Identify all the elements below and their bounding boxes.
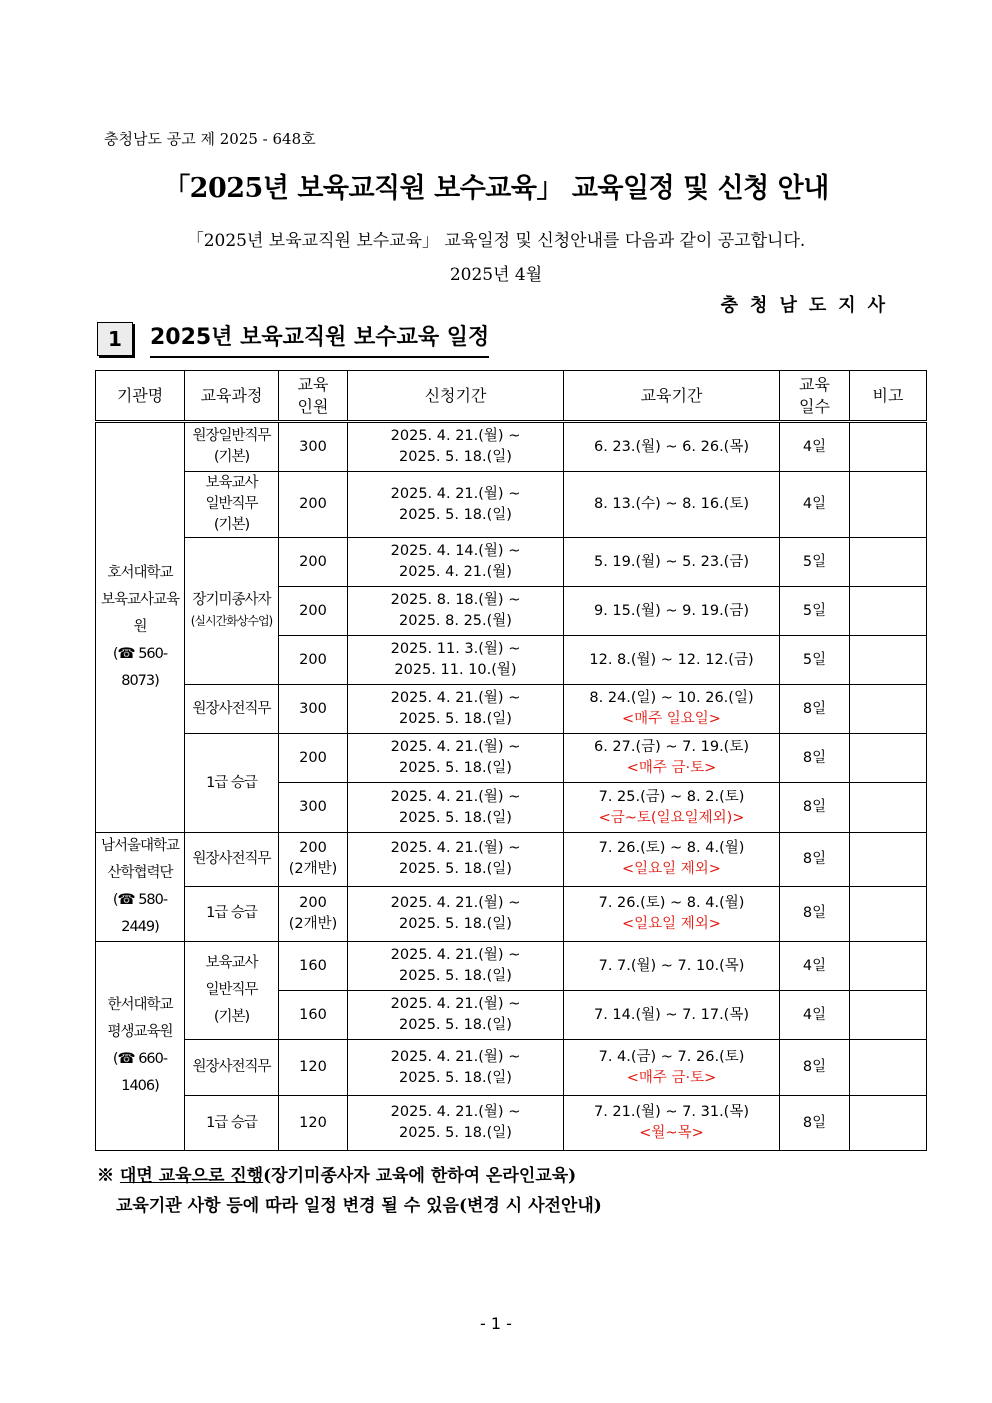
note-detail: (장기미종사자 교육에 한하여 온라인교육) bbox=[263, 1166, 577, 1186]
table-row bbox=[96, 1096, 927, 1151]
apply-cell: 2025. 4. 21.(월) ~ 2025. 5. 18.(일) bbox=[348, 1096, 564, 1151]
header-note: 비고 bbox=[850, 371, 927, 422]
apply-cell: 2025. 4. 14.(월) ~ 2025. 4. 21.(월) bbox=[348, 538, 564, 587]
header-capacity: 교육 인원 bbox=[279, 371, 348, 422]
apply-cell: 2025. 4. 21.(월) ~ 2025. 5. 18.(일) bbox=[348, 422, 564, 472]
notice-number: 충청남도 공고 제 2025 - 648호 bbox=[104, 130, 316, 148]
header-apply-period: 신청기간 bbox=[348, 371, 564, 422]
course-cell: 1급 승급 bbox=[185, 1096, 279, 1151]
days-cell: 8일 bbox=[780, 833, 850, 887]
days-cell: 8일 bbox=[780, 734, 850, 783]
reference-mark: ※ bbox=[97, 1166, 114, 1186]
period-condition: <일요일 제외> bbox=[622, 915, 721, 932]
period-cell: 7. 26.(토) ~ 8. 4.(월) <일요일 제외> bbox=[564, 886, 780, 941]
period-cell: 6. 23.(월) ~ 6. 26.(목) bbox=[564, 422, 780, 472]
apply-cell: 2025. 4. 21.(월) ~ 2025. 5. 18.(일) bbox=[348, 685, 564, 734]
header-days: 교육 일수 bbox=[780, 371, 850, 422]
institution-cell: 호서대학교 보육교사교육원 (☎ 560-8073) bbox=[96, 422, 185, 833]
note-cell bbox=[850, 991, 927, 1040]
capacity-cell: 200 bbox=[279, 587, 348, 636]
note-emphasis: 대면 교육으로 진행 bbox=[119, 1166, 264, 1186]
days-cell: 4일 bbox=[780, 942, 850, 991]
note-cell bbox=[850, 538, 927, 587]
note-cell bbox=[850, 1040, 927, 1096]
course-cell: 장기미종사자 (실시간화상수업) bbox=[185, 538, 279, 685]
section-number: 1 bbox=[97, 322, 133, 356]
period-cell: 7. 21.(월) ~ 7. 31.(목) <월~목> bbox=[564, 1096, 780, 1151]
table-row bbox=[96, 1040, 927, 1096]
course-cell: 원장사전직무 bbox=[185, 1040, 279, 1096]
days-cell: 4일 bbox=[780, 472, 850, 538]
period-cell: 5. 19.(월) ~ 5. 23.(금) bbox=[564, 538, 780, 587]
days-cell: 5일 bbox=[780, 587, 850, 636]
note-cell bbox=[850, 886, 927, 941]
period-condition: <금~토(일요일제외)> bbox=[598, 809, 745, 826]
days-cell: 5일 bbox=[780, 538, 850, 587]
table-row bbox=[96, 886, 927, 941]
apply-cell: 2025. 4. 21.(월) ~ 2025. 5. 18.(일) bbox=[348, 1040, 564, 1096]
period-cell: 7. 14.(월) ~ 7. 17.(목) bbox=[564, 991, 780, 1040]
days-cell: 4일 bbox=[780, 422, 850, 472]
course-cell: 원장사전직무 bbox=[185, 685, 279, 734]
period-cell: 7. 7.(월) ~ 7. 10.(목) bbox=[564, 942, 780, 991]
apply-cell: 2025. 4. 21.(월) ~ 2025. 5. 18.(일) bbox=[348, 783, 564, 833]
course-cell: 보육교사 일반직무 (기본) bbox=[185, 942, 279, 1040]
capacity-cell: 200 bbox=[279, 734, 348, 783]
table-header-row bbox=[96, 371, 927, 422]
note-cell bbox=[850, 1096, 927, 1151]
period-condition: <매주 금·토> bbox=[626, 760, 717, 776]
days-cell: 8일 bbox=[780, 886, 850, 941]
capacity-cell: 160 bbox=[279, 991, 348, 1040]
apply-cell: 2025. 4. 21.(월) ~ 2025. 5. 18.(일) bbox=[348, 942, 564, 991]
period-cell: 12. 8.(월) ~ 12. 12.(금) bbox=[564, 636, 780, 685]
table-row bbox=[96, 538, 927, 587]
capacity-cell: 200 (2개반) bbox=[279, 886, 348, 941]
course-cell: 보육교사 일반직무 (기본) bbox=[185, 472, 279, 538]
intro-text: 「2025년 보육교직원 보수교육」 교육일정 및 신청안내를 다음과 같이 공고합니다. bbox=[186, 231, 806, 251]
schedule-table bbox=[95, 370, 927, 1151]
header-institution: 기관명 bbox=[96, 371, 185, 422]
apply-cell: 2025. 4. 21.(월) ~ 2025. 5. 18.(일) bbox=[348, 833, 564, 887]
section-title: 2025년 보육교직원 보수교육 일정 bbox=[150, 322, 489, 358]
table-row bbox=[96, 472, 927, 538]
header-edu-period: 교육기간 bbox=[564, 371, 780, 422]
note-cell bbox=[850, 472, 927, 538]
notes bbox=[97, 1161, 602, 1221]
period-condition: <매주 금·토> bbox=[626, 1069, 717, 1086]
apply-cell: 2025. 4. 21.(월) ~ 2025. 5. 18.(일) bbox=[348, 472, 564, 538]
period-condition: <매주 일요일> bbox=[622, 711, 721, 727]
days-cell: 8일 bbox=[780, 783, 850, 833]
note-cell bbox=[850, 833, 927, 887]
note-cell bbox=[850, 783, 927, 833]
apply-cell: 2025. 11. 3.(월) ~ 2025. 11. 10.(월) bbox=[348, 636, 564, 685]
days-cell: 4일 bbox=[780, 991, 850, 1040]
table-row bbox=[96, 942, 927, 991]
table-row bbox=[96, 734, 927, 783]
days-cell: 8일 bbox=[780, 685, 850, 734]
table-row bbox=[96, 422, 927, 472]
note-cell bbox=[850, 942, 927, 991]
page-title: 「2025년 보육교직원 보수교육」 교육일정 및 신청 안내 bbox=[163, 173, 829, 204]
table-row bbox=[96, 833, 927, 887]
period-cell: 6. 27.(금) ~ 7. 19.(토) <매주 금·토> bbox=[564, 734, 780, 783]
capacity-cell: 120 bbox=[279, 1096, 348, 1151]
course-cell: 1급 승급 bbox=[185, 734, 279, 833]
period-cell: 8. 13.(수) ~ 8. 16.(토) bbox=[564, 472, 780, 538]
period-cell: 8. 24.(일) ~ 10. 26.(일) <매주 일요일> bbox=[564, 685, 780, 734]
capacity-cell: 120 bbox=[279, 1040, 348, 1096]
apply-cell: 2025. 8. 18.(월) ~ 2025. 8. 25.(월) bbox=[348, 587, 564, 636]
days-cell: 8일 bbox=[780, 1096, 850, 1151]
note-cell bbox=[850, 422, 927, 472]
capacity-cell: 200 bbox=[279, 636, 348, 685]
period-cell: 7. 25.(금) ~ 8. 2.(토) <금~토(일요일제외)> bbox=[564, 783, 780, 833]
period-cell: 9. 15.(월) ~ 9. 19.(금) bbox=[564, 587, 780, 636]
note-line-1 bbox=[97, 1161, 602, 1191]
days-cell: 5일 bbox=[780, 636, 850, 685]
capacity-cell: 300 bbox=[279, 685, 348, 734]
capacity-cell: 160 bbox=[279, 942, 348, 991]
header-course: 교육과정 bbox=[185, 371, 279, 422]
apply-cell: 2025. 4. 21.(월) ~ 2025. 5. 18.(일) bbox=[348, 991, 564, 1040]
course-cell: 원장일반직무 (기본) bbox=[185, 422, 279, 472]
period-cell: 7. 4.(금) ~ 7. 26.(토) <매주 금·토> bbox=[564, 1040, 780, 1096]
note-cell bbox=[850, 734, 927, 783]
institution-cell: 남서울대학교 산학협력단 (☎ 580-2449) bbox=[96, 833, 185, 942]
note-cell bbox=[850, 587, 927, 636]
page-number: - 1 - bbox=[480, 1314, 512, 1333]
notice-date: 2025년 4월 bbox=[449, 265, 543, 285]
capacity-cell: 200 bbox=[279, 472, 348, 538]
table-row bbox=[96, 685, 927, 734]
period-condition: <일요일 제외> bbox=[622, 861, 721, 878]
issuer: 충청남도지사 bbox=[720, 295, 897, 316]
apply-cell: 2025. 4. 21.(월) ~ 2025. 5. 18.(일) bbox=[348, 734, 564, 783]
institution-cell: 한서대학교 평생교육원 (☎ 660-1406) bbox=[96, 942, 185, 1151]
apply-cell: 2025. 4. 21.(월) ~ 2025. 5. 18.(일) bbox=[348, 886, 564, 941]
course-cell: 원장사전직무 bbox=[185, 833, 279, 887]
capacity-cell: 300 bbox=[279, 783, 348, 833]
note-cell bbox=[850, 636, 927, 685]
note-cell bbox=[850, 685, 927, 734]
note-line-2: 교육기관 사항 등에 따라 일정 변경 될 수 있음(변경 시 사전안내) bbox=[116, 1196, 602, 1216]
course-cell: 1급 승급 bbox=[185, 886, 279, 941]
capacity-cell: 300 bbox=[279, 422, 348, 472]
period-cell: 7. 26.(토) ~ 8. 4.(월) <일요일 제외> bbox=[564, 833, 780, 887]
capacity-cell: 200 bbox=[279, 538, 348, 587]
days-cell: 8일 bbox=[780, 1040, 850, 1096]
period-condition: <월~목> bbox=[639, 1125, 704, 1141]
capacity-cell: 200 (2개반) bbox=[279, 833, 348, 887]
